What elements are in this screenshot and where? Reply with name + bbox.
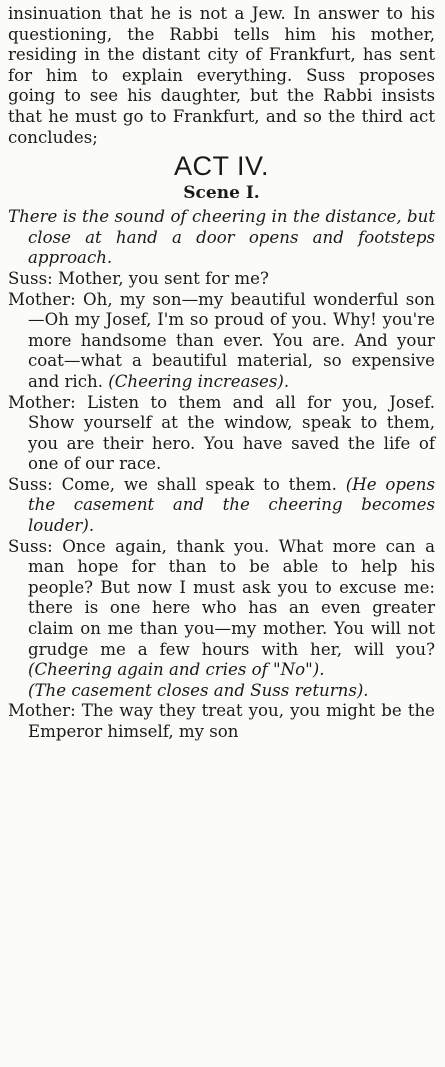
dialogue-line-4 xyxy=(8,475,435,537)
dialogue-line-2 xyxy=(8,290,435,393)
dialogue-line-7 xyxy=(8,701,435,742)
stage-direction: (Cheering increases). xyxy=(108,371,290,391)
speaker-name: Mother: xyxy=(8,289,76,309)
scene-heading: Scene I. xyxy=(183,183,260,204)
speaker-name: Mother: xyxy=(8,392,76,412)
speech-text: Come, we shall speak to them. xyxy=(61,474,337,494)
speech-text: Listen to them and all for you, Josef. Show yourself at the window, speak to them, you are their hero. You have saved the life of one of our race. xyxy=(28,392,435,474)
stage-direction: (Cheering again and cries of "No"). xyxy=(28,660,325,680)
act-heading: ACT IV. xyxy=(173,151,270,182)
speech-text: The way they treat you, you might be the Emperor himself, my son xyxy=(28,701,436,741)
speaker-name: Suss: xyxy=(8,536,53,556)
opening-stage-direction: There is the sound of cheering in the distance, but close at hand a door opens and footsteps approach. xyxy=(8,207,435,268)
stage-direction: (The casement closes and Suss returns). xyxy=(28,680,369,700)
dialogue-line-3 xyxy=(8,393,435,475)
speaker-name: Suss: xyxy=(8,474,53,494)
stage-direction: (He opens the casement and the cheering becomes louder). xyxy=(28,474,436,536)
dialogue-line-1 xyxy=(8,269,435,290)
speaker-name: Mother: xyxy=(8,701,76,721)
intro-paragraph: insinuation that he is not a Jew. In answer to his questioning, the Rabbi tells him his mother, residing in the distant city of Frankfurt, has sent for him to explain everything. Suss proposes going to see his daughter, but the Rabbi insists that he must go to Frankfurt, and so the third act concludes; xyxy=(8,4,435,147)
speech-text: Mother, you sent for me? xyxy=(57,268,269,288)
speaker-name: Suss: xyxy=(8,268,53,288)
dialogue-line-5 xyxy=(8,537,435,681)
speech-text: Oh, my son—my beautiful wonderful son—Oh my Josef, I'm so proud of you. Why! you're more handsome than ever. You are. And your coat—what a beautiful material, so expensive and rich. xyxy=(28,289,435,391)
speech-text: Once again, thank you. What more can a man hope for than to be able to help his people? But now I must ask you to excuse me: there is one here who has an even greater claim on me than you—my mother. You will not grudge me a few hours with her, will you? xyxy=(28,536,435,659)
dialogue-line-6 xyxy=(8,681,435,702)
